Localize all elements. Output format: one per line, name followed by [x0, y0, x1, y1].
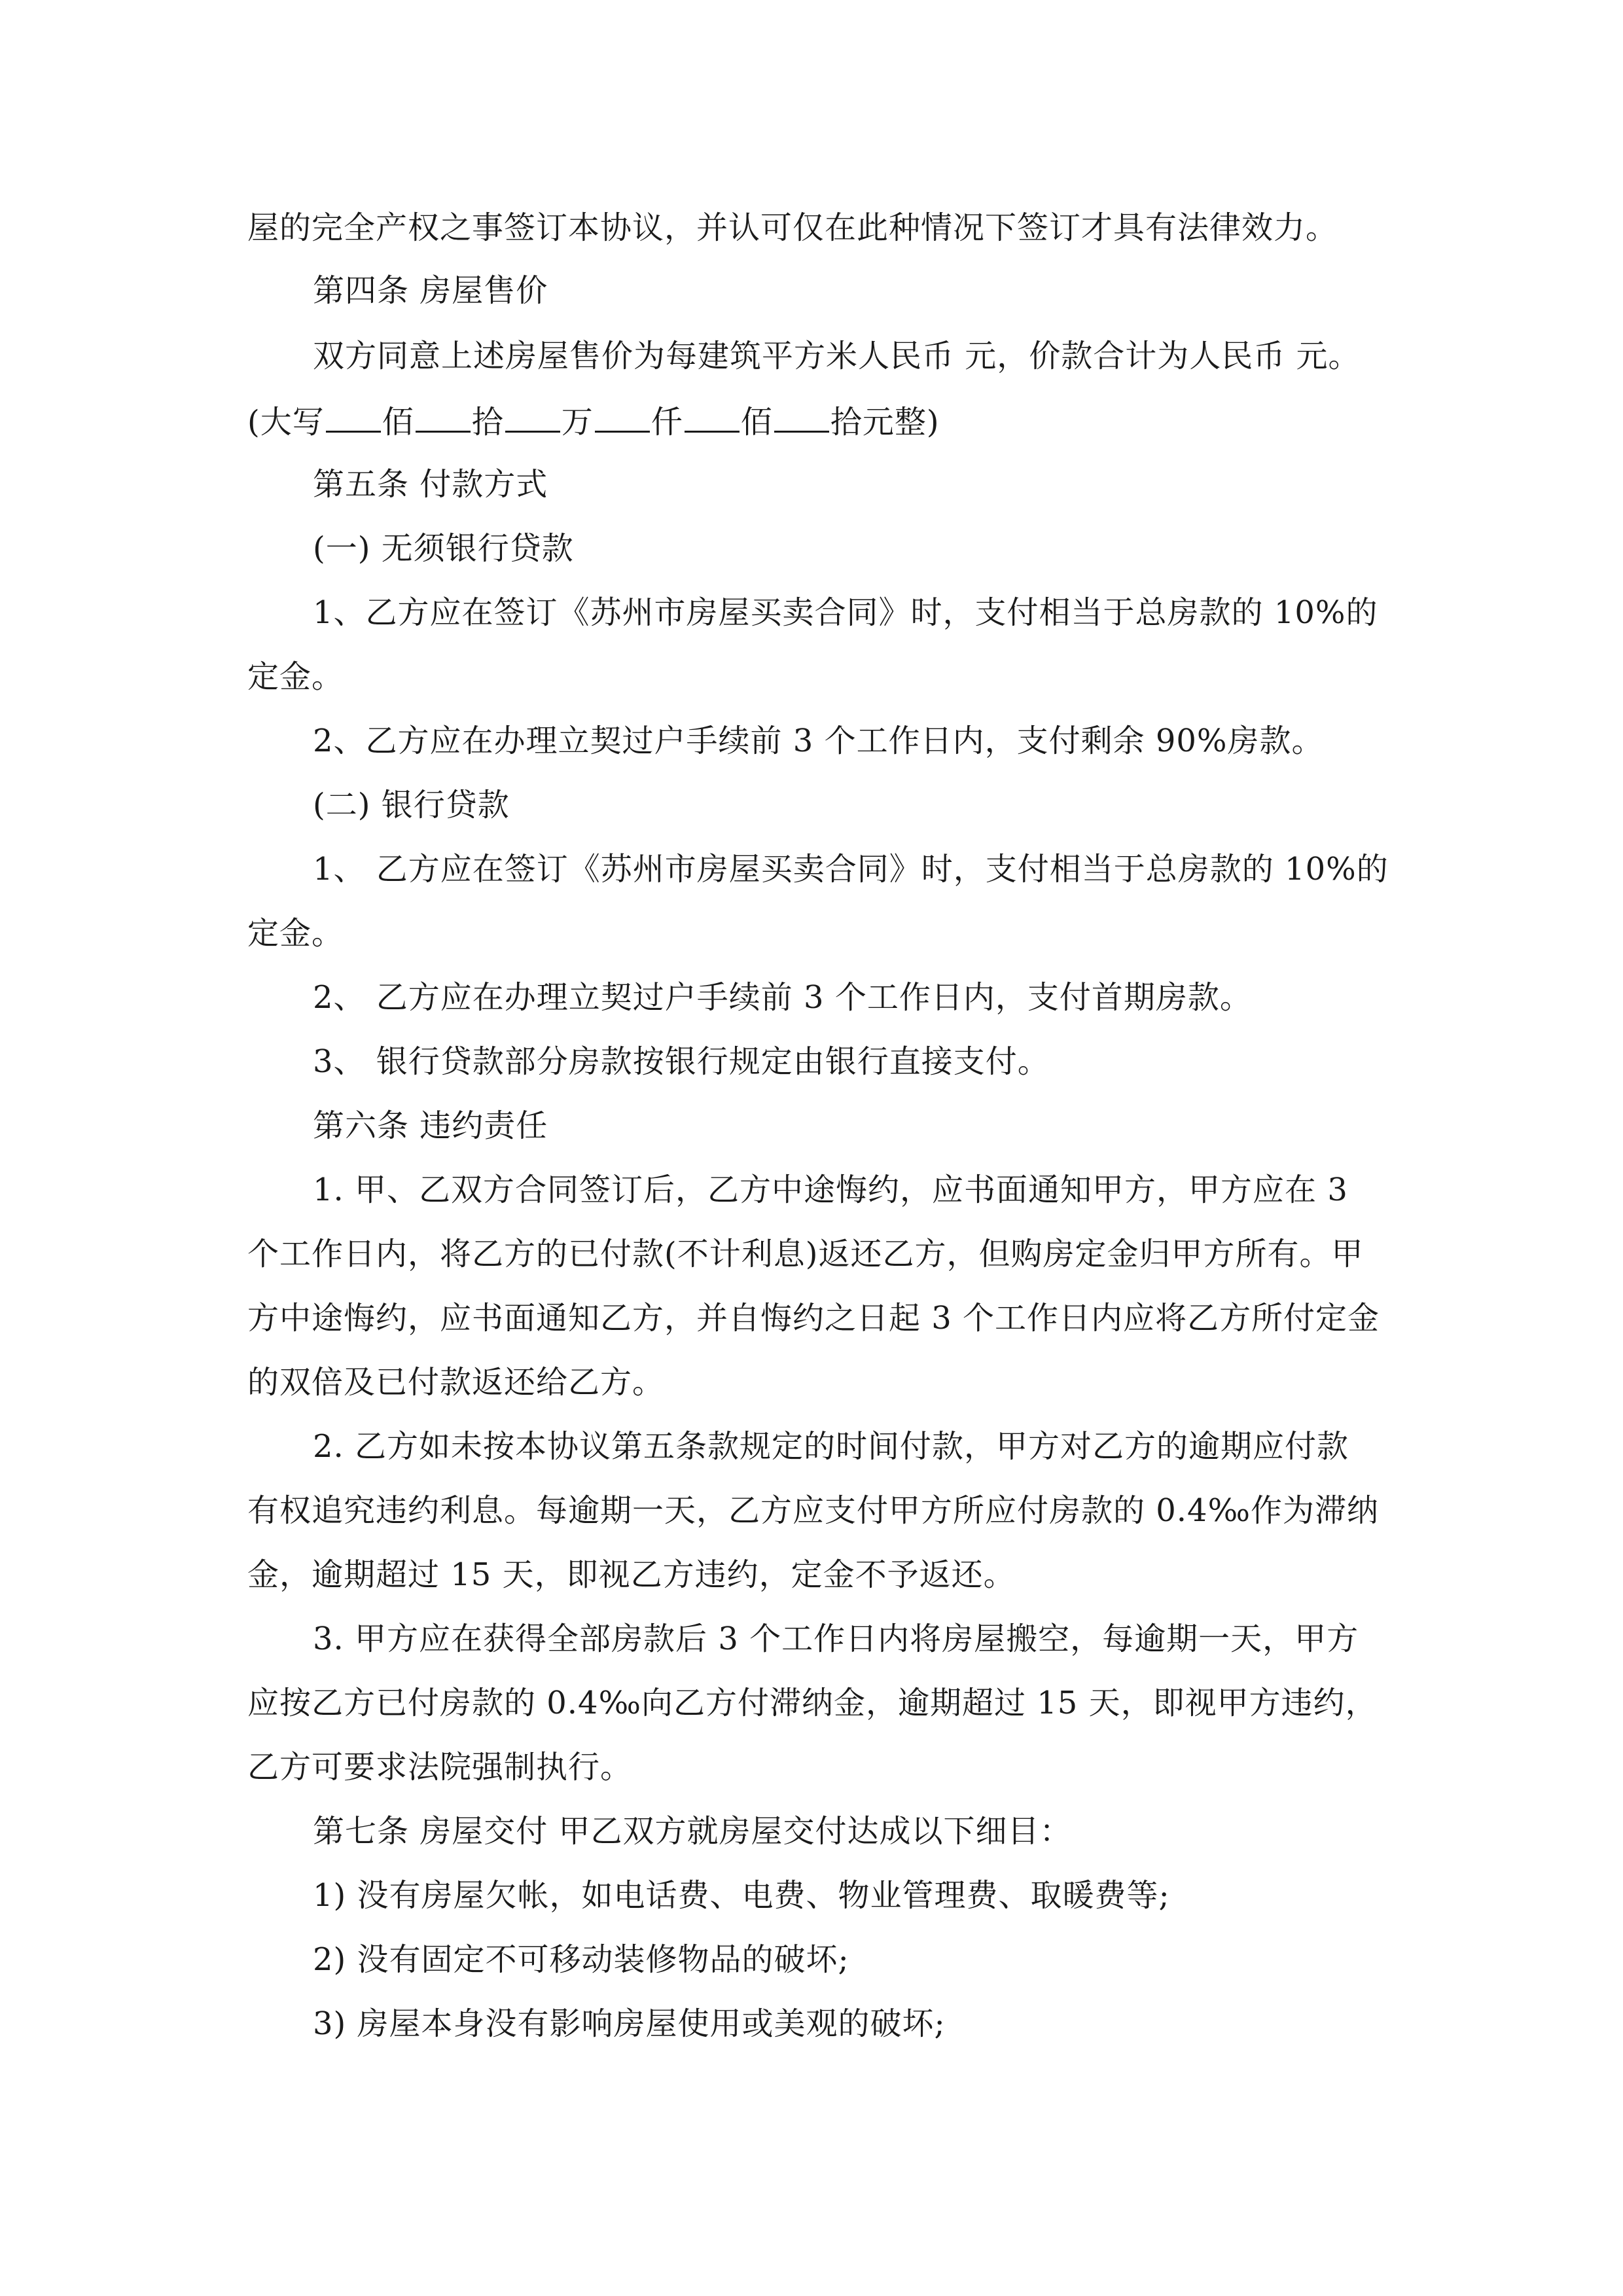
text-line: 应按乙方已付房款的 0.4‰向乙方付滞纳金，逾期超过 15 天，即视甲方违约， — [247, 1685, 1378, 1721]
text-line: 有权追究违约利息。每逾期一天，乙方应支付甲方所应付房款的 0.4‰作为滞纳 — [247, 1492, 1380, 1529]
text-line: 2. 乙方如未按本协议第五条款规定的时间付款，甲方对乙方的逾期应付款 — [313, 1428, 1349, 1465]
amount-unit: 仟 — [651, 404, 683, 440]
subsection-heading: (一) 无须银行贷款 — [313, 530, 574, 567]
blank-field — [505, 401, 560, 433]
text-line: 2、乙方应在办理立契过户手续前 3 个工作日内，支付剩余 90%房款。 — [313, 723, 1324, 759]
text-line: 屋的完全产权之事签订本协议，并认可仅在此种情况下签订才具有法律效力。 — [247, 209, 1338, 246]
list-item: 1) 没有房屋欠帐，如电话费、电费、物业管理费、取暖费等; — [313, 1877, 1170, 1914]
blank-field — [685, 401, 740, 433]
text-line: 乙方可要求法院强制执行。 — [247, 1749, 633, 1785]
section-heading-4: 第四条 房屋售价 — [313, 272, 548, 309]
text-line: 方中途悔约，应书面通知乙方，并自悔约之日起 3 个工作日内应将乙方所付定金 — [247, 1300, 1380, 1336]
section-heading-7: 第七条 房屋交付 甲乙双方就房屋交付达成以下细目： — [313, 1813, 1072, 1850]
text-line: 3. 甲方应在获得全部房款后 3 个工作日内将房屋搬空，每逾期一天，甲方 — [313, 1621, 1359, 1657]
text-line: 3、 银行贷款部分房款按银行规定由银行直接支付。 — [313, 1043, 1050, 1080]
text-line: 2、 乙方应在办理立契过户手续前 3 个工作日内，支付首期房款。 — [313, 979, 1252, 1016]
text-line: 定金。 — [247, 915, 344, 952]
amount-unit: 佰 — [382, 404, 414, 440]
section-heading-6: 第六条 违约责任 — [313, 1107, 548, 1144]
text-line: 个工作日内，将乙方的已付款(不计利息)返还乙方，但购房定金归甲方所有。甲 — [247, 1236, 1364, 1272]
text-line: 双方同意上述房屋售价为每建筑平方米人民币 元，价款合计为人民币 元。 — [313, 338, 1361, 374]
text-line: 的双倍及已付款返还给乙方。 — [247, 1364, 665, 1401]
amount-open: (大写 — [247, 404, 325, 440]
section-heading-5: 第五条 付款方式 — [313, 466, 548, 503]
amount-unit: 拾 — [471, 404, 504, 440]
blank-field — [416, 401, 471, 433]
blank-field — [326, 401, 381, 433]
blank-field — [774, 401, 829, 433]
text-line: 1、 乙方应在签订《苏州市房屋买卖合同》时，支付相当于总房款的 10%的 — [313, 851, 1389, 888]
subsection-heading: (二) 银行贷款 — [313, 787, 510, 823]
list-item: 3) 房屋本身没有影响房屋使用或美观的破坏; — [313, 2005, 946, 2042]
text-line: 1. 甲、乙双方合同签订后，乙方中途悔约，应书面通知甲方，甲方应在 3 — [313, 1172, 1348, 1208]
list-item: 2) 没有固定不可移动装修物品的破坏; — [313, 1941, 849, 1978]
amount-unit: 佰 — [740, 404, 773, 440]
text-line: 定金。 — [247, 658, 344, 695]
text-line: 1、乙方应在签订《苏州市房屋买卖合同》时，支付相当于总房款的 10%的 — [313, 594, 1378, 631]
text-line: 金，逾期超过 15 天，即视乙方违约，定金不予返还。 — [247, 1556, 1016, 1593]
amount-unit: 拾元整) — [830, 404, 940, 440]
amount-unit: 万 — [561, 404, 594, 440]
amount-in-words-line — [247, 401, 1386, 442]
blank-field — [595, 401, 650, 433]
